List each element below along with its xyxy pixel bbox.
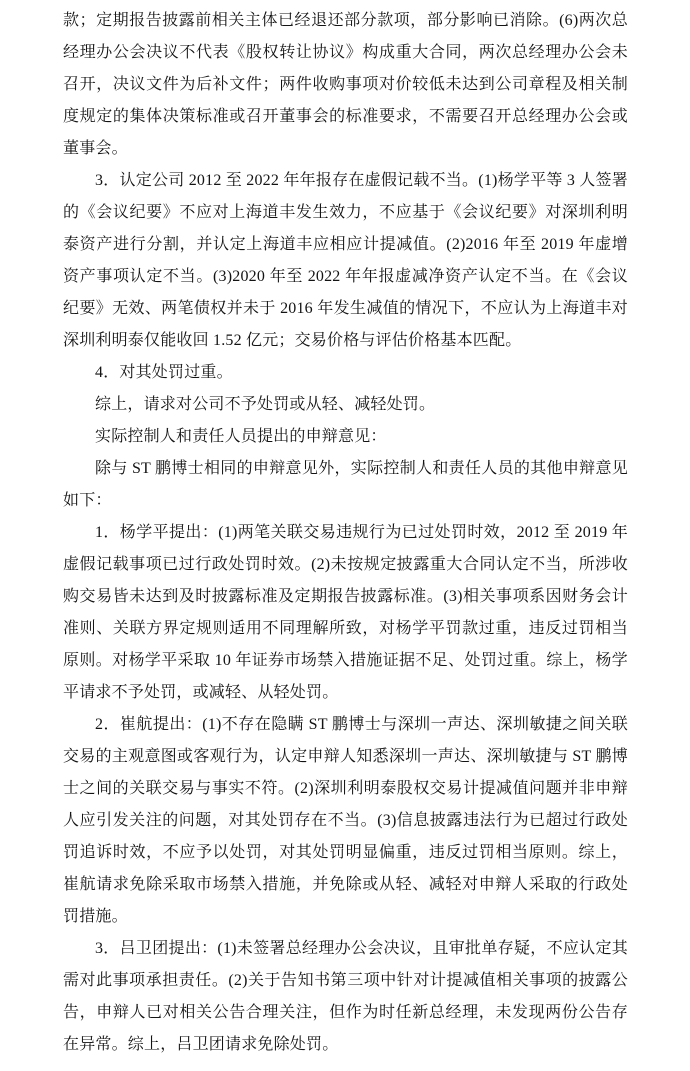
para-company-defense-item2-continued: 款；定期报告披露前相关主体已经退还部分款项，部分影响已消除。(6)两次总经理办公会决议不代表《股权转让协议》构成重大合同，两次总经理办公会未召开，决议文件为后补文件；两件收购事项对价较低未达到公司章程及相关制度规定的集体决策标准或召开董事会的标准要求，不需要召开总经理办公会或董事会。: [63, 12, 628, 157]
para-company-defense-summary: 综上，请求对公司不予处罚或从轻、减轻处罚。: [95, 396, 436, 413]
para-defense-lv-weituan: 3．吕卫团提出：(1)未签署总经理办公会决议，且审批单存疑，不应认定其需对此事项承担责任。(2)关于告知书第三项中针对计提减值相关事项的披露公告，申辩人已对相关公告合理关注，但作为时任新总经理，未发现两份公告存在异常。综上，吕卫团请求免除处罚。: [63, 940, 628, 1053]
para-defense-yang-xueping: 1．杨学平提出：(1)两笔关联交易违规行为已过处罚时效，2012 至 2019 年虚假记载事项已过行政处罚时效。(2)未按规定披露重大合同认定不当，所涉收购交易皆未达到及时披露标准及定期报告披露标准。(3)相关事项系因财务会计准则、关联方界定规则适用不同理解所致，对杨学平罚款过重，违反过罚相当原则。对杨学平采取 10 年证券市场禁入措施证据不足、处罚过重。综上，杨学平请求不予处罚，或减轻、从轻处罚。: [63, 524, 628, 701]
para-section-heading-controller-defense: 实际控制人和责任人员提出的申辩意见：: [95, 428, 387, 445]
para-company-defense-item4: 4．对其处罚过重。: [95, 364, 233, 381]
para-controller-defense-intro: 除与 ST 鹏博士相同的申辩意见外，实际控制人和责任人员的其他申辩意见如下：: [63, 460, 628, 509]
para-company-defense-item3: 3．认定公司 2012 至 2022 年年报存在虚假记载不当。(1)杨学平等 3 人签署的《会议纪要》不应对上海道丰发生效力，不应基于《会议纪要》对深圳利明泰资产进行分割，并认定上海道丰应相应计提减值。(2)2016 年至 2019 年虚增资产事项认定不当。(3)2020 年至 2022 年年报虚减净资产认定不当。在《会议纪要》无效、两笔债权并未于 2016 年发生减值的情况下，不应认为上海道丰对深圳利明泰仅能收回 1.52 亿元；交易价格与评估价格基本匹配。: [63, 172, 628, 349]
para-defense-cui-hang: 2．崔航提出：(1)不存在隐瞒 ST 鹏博士与深圳一声达、深圳敏捷之间关联交易的主观意图或客观行为，认定申辩人知悉深圳一声达、深圳敏捷与 ST 鹏博士之间的关联交易与事实不符。(2)深圳利明泰股权交易计提减值问题并非申辩人应引发关注的问题，对其处罚存在不当。(3)信息披露违法行为已超过行政处罚追诉时效，不应予以处罚，对其处罚明显偏重，违反过罚相当原则。综上，崔航请求免除采取市场禁入措施，并免除或从轻、减轻对申辩人采取的行政处罚措施。: [63, 716, 628, 925]
